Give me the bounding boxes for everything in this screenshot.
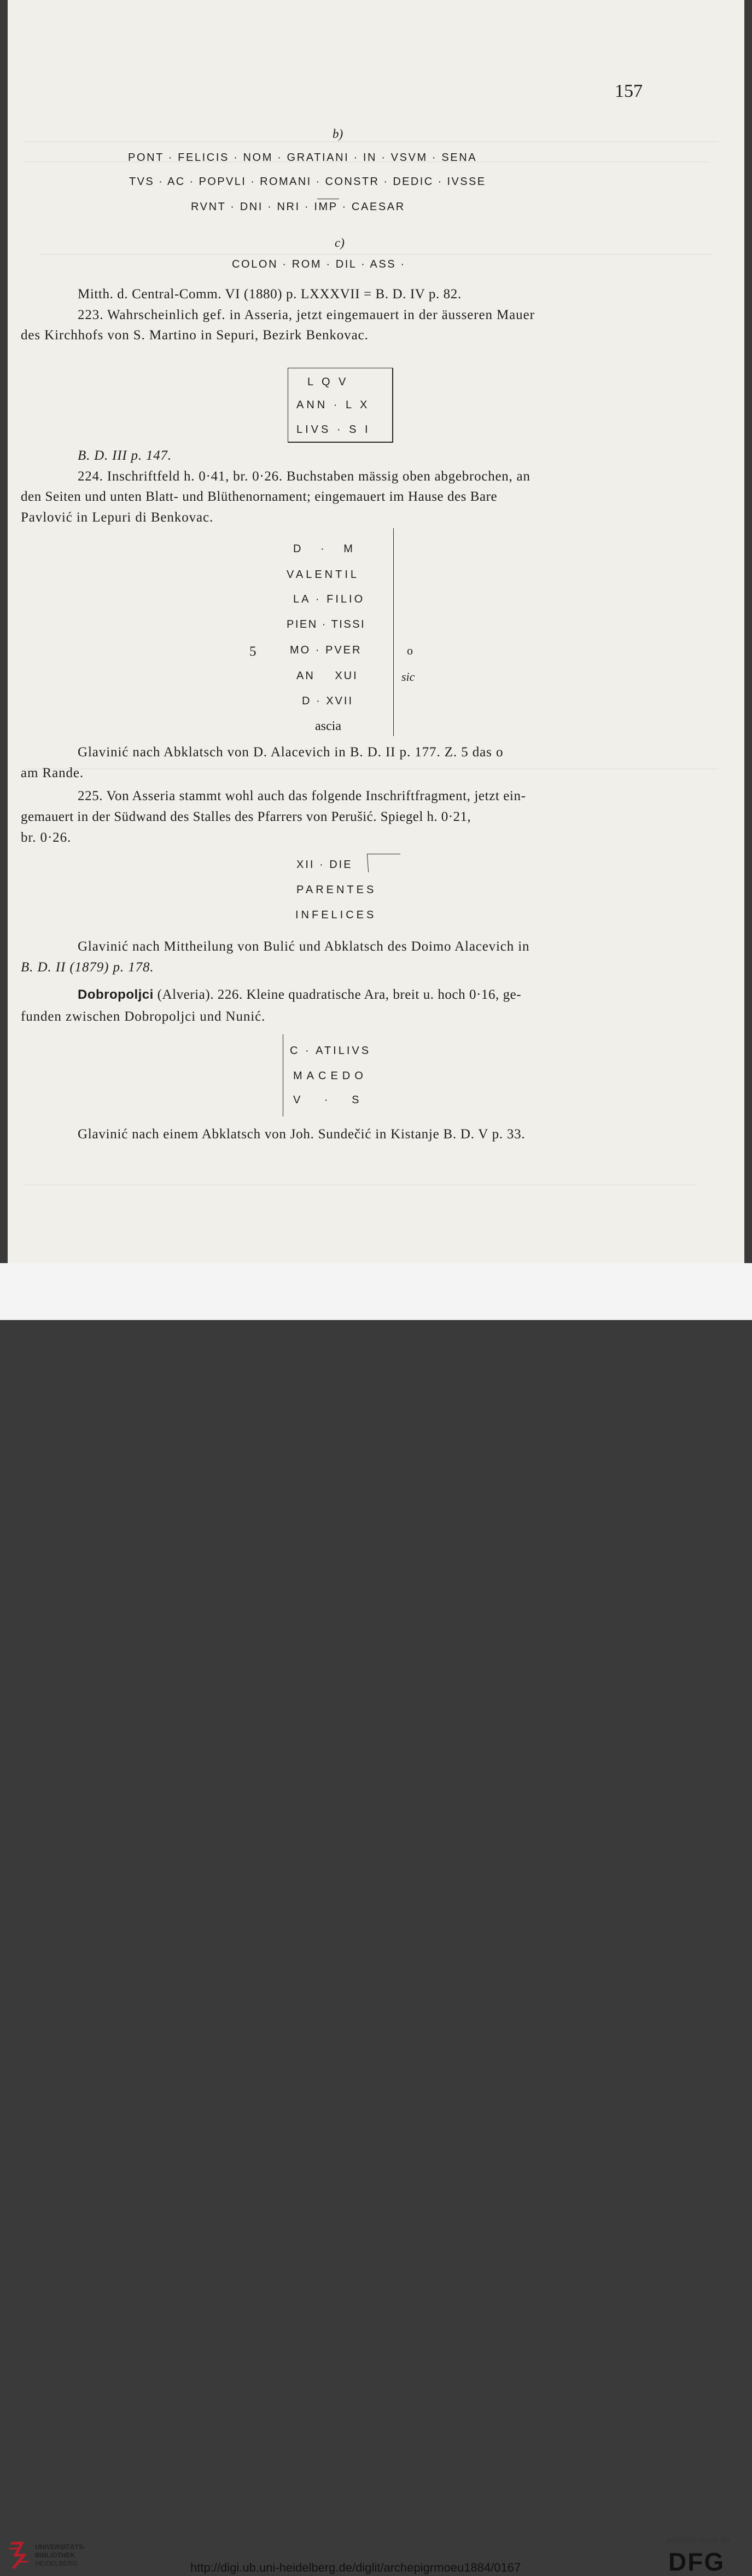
funded-by-text: gefördert durch die bbox=[666, 2536, 731, 2544]
section-c-marker: c) bbox=[335, 236, 345, 250]
inscription-line: RVNT · DNI · NRI · IMP · CAESAR bbox=[191, 201, 405, 213]
reference-line: B. D. III p. 147. bbox=[78, 448, 172, 463]
reference-line: Mitth. d. Central-Comm. VI (1880) p. LXXXVII = B. D. IV p. 82. bbox=[78, 287, 462, 302]
bleed-through bbox=[24, 1171, 697, 1185]
dfg-logo[interactable]: DFG bbox=[668, 2548, 725, 2576]
inscription-line: L Q V bbox=[307, 376, 349, 388]
reference-line: Glavinić nach Mittheilung von Bulić und Abklatsch des Doimo Alacevich in bbox=[78, 939, 530, 954]
footer-bar bbox=[0, 1263, 752, 2576]
inscription-line: INFELICES bbox=[295, 909, 377, 921]
entry-text: den Seiten und unten Blatt- und Blüthenornament; eingemauert im Hause des Bare bbox=[21, 489, 498, 504]
logo-text: HEIDELBERG bbox=[35, 2560, 78, 2567]
inscription-line: XII · DIE bbox=[296, 859, 353, 871]
entry-text: 224. Inschriftfeld h. 0·41, br. 0·26. Buchstaben mässig oben abgebrochen, an bbox=[78, 469, 531, 484]
logo-text: UNIVERSITÄTS- bbox=[35, 2543, 86, 2551]
inscription-line: PONT · FELICIS · NOM · GRATIANI · IN · VSVM · SENA bbox=[128, 152, 477, 164]
inscription-edge bbox=[393, 528, 394, 736]
place-name: Dobropoljci bbox=[78, 987, 154, 1002]
inscription-line: D · M bbox=[293, 543, 355, 555]
inscription-line: COLON · ROM · DIL · ASS · bbox=[232, 258, 406, 270]
inscription-line: PIEN · TISSI bbox=[287, 618, 366, 630]
library-logo-icon bbox=[8, 2541, 30, 2569]
line-number: 5 bbox=[249, 644, 257, 659]
bleed-through bbox=[40, 241, 713, 255]
margin-letter: o bbox=[407, 644, 413, 657]
page-number: 157 bbox=[615, 81, 643, 101]
university-logo[interactable] bbox=[8, 2541, 30, 2572]
entry-text: des Kirchhofs von S. Martino in Sepuri, Bezirk Benkovac. bbox=[21, 328, 369, 343]
permalink-url[interactable]: http://digi.ub.uni-heidelberg.de/diglit/archepigrmoeu1884/0167 bbox=[190, 2561, 521, 2574]
entry-text: funden zwischen Dobropoljci und Nunić. bbox=[21, 1009, 266, 1024]
inscription-line: PARENTES bbox=[296, 884, 377, 896]
reference-line: Glavinić nach Abklatsch von D. Alacevich in B. D. II p. 177. Z. 5 das o bbox=[78, 745, 504, 760]
section-b-marker: b) bbox=[333, 127, 343, 141]
bleed-through bbox=[24, 127, 719, 142]
entry-text: gemauert in der Südwand des Stalles des Pfarrers von Perušić. Spiegel h. 0·21, bbox=[21, 809, 471, 824]
inscription-line: MACEDO bbox=[293, 1070, 368, 1082]
reference-line: am Rande. bbox=[21, 766, 84, 780]
inscription-line: V · S bbox=[293, 1094, 362, 1106]
logo-text: BIBLIOTHEK bbox=[35, 2551, 75, 2559]
entry-text: Pavlović in Lepuri di Benkovac. bbox=[21, 510, 214, 525]
entry-text bbox=[78, 988, 521, 1002]
sic-note: sic bbox=[401, 670, 415, 684]
inscription-line: AN XUI bbox=[296, 670, 358, 682]
inscription-line: LIVS · S I bbox=[296, 424, 371, 436]
entry-text: 225. Von Asseria stammt wohl auch das folgende Inschriftfragment, jetzt ein- bbox=[78, 789, 526, 803]
inscription-line: ascia bbox=[315, 719, 341, 733]
reference-line: Glavinić nach einem Abklatsch von Joh. Sundečić in Kistanje B. D. V p. 33. bbox=[78, 1127, 526, 1142]
inscription-line: TVS · AC · POPVLI · ROMANI · CONSTR · DEDIC · IVSSE bbox=[129, 176, 486, 188]
break-line bbox=[367, 854, 369, 872]
entry-text-rest: (Alveria). 226. Kleine quadratische Ara, breit u. hoch 0·16, ge- bbox=[153, 987, 522, 1002]
entry-text: 223. Wahrscheinlich gef. in Asseria, jetzt eingemauert in der äusseren Mauer bbox=[78, 308, 535, 322]
inscription-line: D · XVII bbox=[302, 695, 354, 707]
inscription-line: ANN · L X bbox=[296, 399, 370, 411]
inscription-line: C · ATILIVS bbox=[290, 1045, 371, 1057]
inscription-line: LA · FILIO bbox=[293, 593, 365, 605]
scanned-page bbox=[8, 0, 744, 1263]
inscription-line: VALENTIL bbox=[287, 569, 359, 581]
inscription-line: MO · PVER bbox=[290, 644, 362, 656]
entry-text: br. 0·26. bbox=[21, 830, 72, 845]
reference-line: B. D. II (1879) p. 178. bbox=[21, 960, 154, 975]
